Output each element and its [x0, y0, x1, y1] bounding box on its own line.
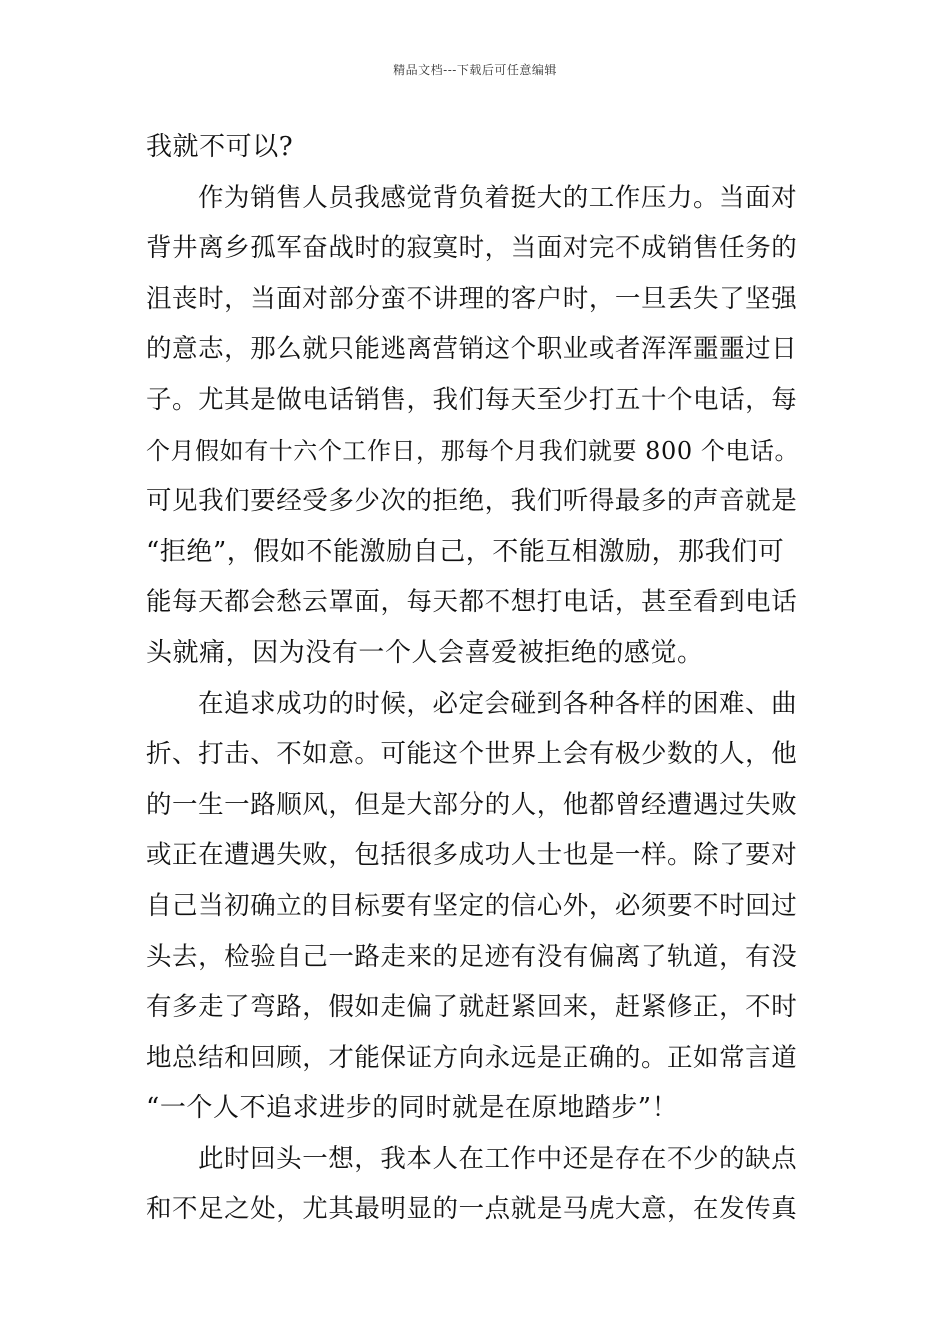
text-line: 头去，检验自己一路走来的足迹有没有偏离了轨道，有没	[146, 941, 798, 972]
text-line: 沮丧时，当面对部分蛮不讲理的客户时，一旦丢失了坚强	[146, 283, 798, 314]
text-line: 自己当初确立的目标要有坚定的信心外，必须要不时回过	[146, 890, 798, 921]
text-line: 能每天都会愁云罩面，每天都不想打电话，甚至看到电话	[146, 587, 798, 618]
text-line: 在追求成功的时候，必定会碰到各种各样的困难、曲	[198, 688, 798, 719]
text-line: 子。尤其是做电话销售，我们每天至少打五十个电话，每	[146, 384, 798, 415]
page-header: 精品文档---下载后可任意编辑	[393, 63, 557, 77]
text-line: 的意志，那么就只能逃离营销这个职业或者浑浑噩噩过日	[146, 334, 798, 365]
text-line: 折、打击、不如意。可能这个世界上会有极少数的人，他	[146, 739, 798, 770]
text-line: 的一生一路顺风，但是大部分的人，他都曾经遭遇过失败	[146, 789, 798, 820]
text-line: 可见我们要经受多少次的拒绝，我们听得最多的声音就是	[146, 486, 798, 517]
text-line: “拒绝”，假如不能激励自己，不能互相激励，那我们可	[146, 536, 785, 567]
text-line: 背井离乡孤军奋战时的寂寞时，当面对完不成销售任务的	[146, 233, 798, 264]
text-line: 此时回头一想，我本人在工作中还是存在不少的缺点	[198, 1143, 798, 1174]
text-line: 个月假如有十六个工作日，那每个月我们就要 800 个电话。	[146, 436, 800, 465]
document-body	[146, 122, 806, 1235]
text-line: “一个人不追求进步的同时就是在原地踏步”！	[146, 1093, 679, 1124]
text-line: 地总结和回顾，才能保证方向永远是正确的。正如常言道	[146, 1042, 798, 1073]
text-line: 头就痛，因为没有一个人会喜爱被拒绝的感觉。	[146, 637, 704, 668]
text-line: 和不足之处，尤其最明显的一点就是马虎大意，在发传真	[146, 1194, 798, 1225]
text-line: 有多走了弯路，假如走偏了就赶紧回来，赶紧修正，不时	[146, 992, 798, 1023]
text-line: 或正在遭遇失败，包括很多成功人士也是一样。除了要对	[146, 840, 798, 871]
text-line: 作为销售人员我感觉背负着挺大的工作压力。当面对	[198, 182, 798, 213]
text-line: 我就不可以?	[146, 132, 294, 162]
